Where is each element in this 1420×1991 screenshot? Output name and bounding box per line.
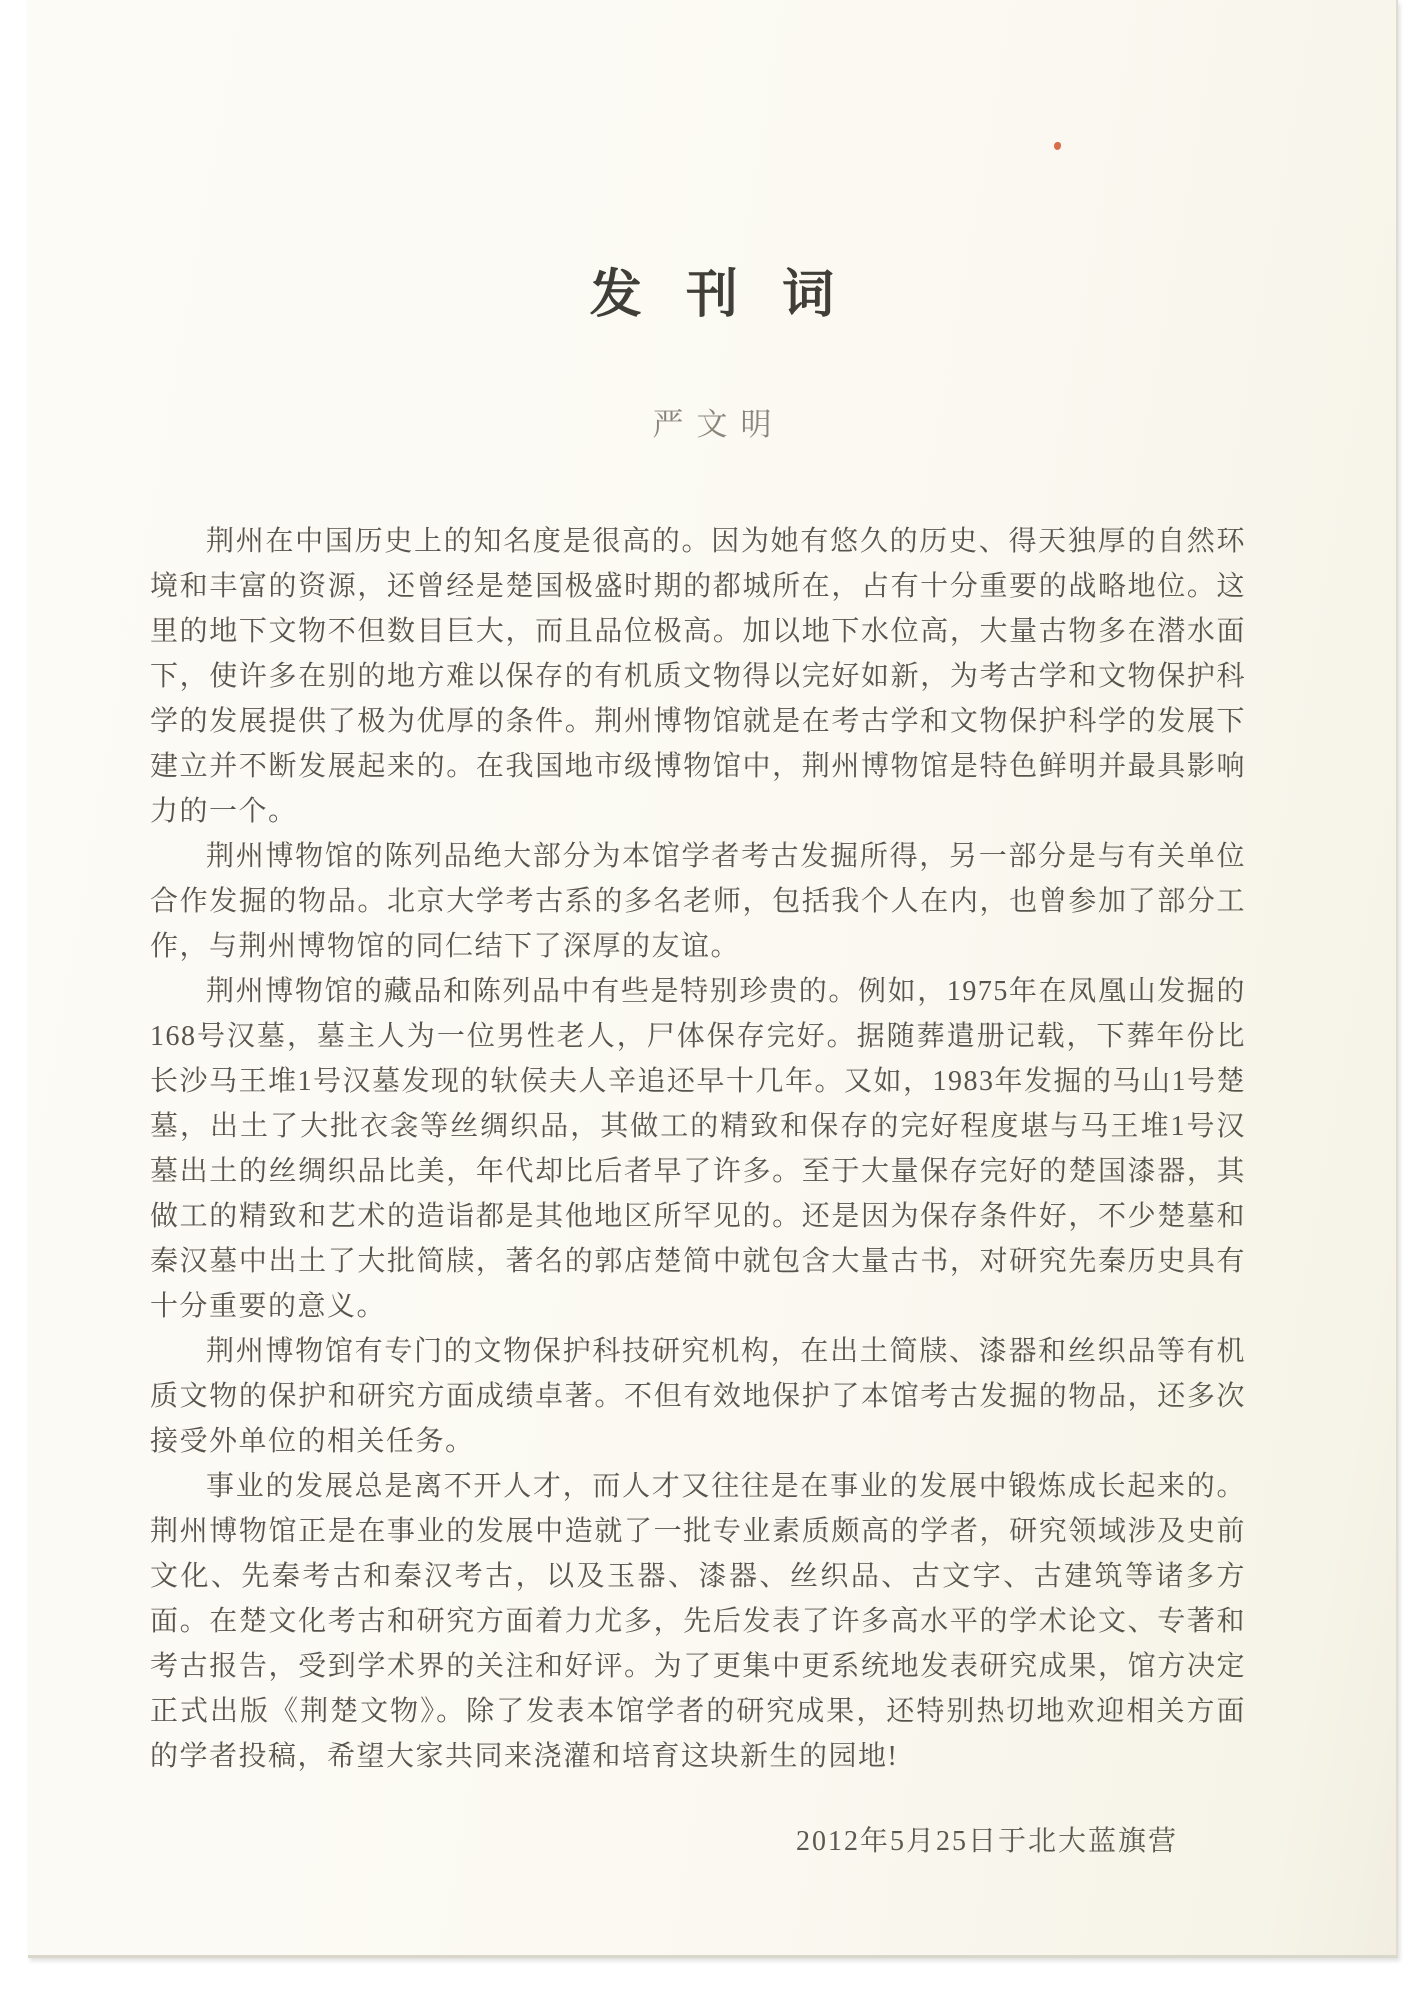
body-paragraph-1: 荆州在中国历史上的知名度是很高的。因为她有悠久的历史、得天独厚的自然环境和丰富的资源，还曾经是楚国极盛时期的都城所在，占有十分重要的战略地位。这里的地下文物不但数目巨大，而且品位极高。加以地下水位高，大量古物多在潜水面下，使许多在别的地方难以保存的有机质文物得以完好如新，为考古学和文物保护科学的发展提供了极为优厚的条件。荆州博物馆就是在考古学和文物保护科学的发展下建立并不断发展起来的。在我国地市级博物馆中，荆州博物馆是特色鲜明并最具影响力的一个。 [150,526,1246,827]
body-paragraph-5: 事业的发展总是离不开人才，而人才又往往是在事业的发展中锻炼成长起来的。荆州博物馆正是在事业的发展中造就了一批专业素质颇高的学者，研究领域涉及史前文化、先秦考古和秦汉考古，以及玉器、漆器、丝织品、古文字、古建筑等诸多方面。在楚文化考古和研究方面着力尤多，先后发表了许多高水平的学术论文、专著和考古报告，受到学术界的关注和好评。为了更集中更系统地发表研究成果，馆方决定正式出版《荆楚文物》。除了发表本馆学者的研究成果，还特别热切地欢迎相关方面的学者投稿，希望大家共同来浇灌和培育这块新生的园地! [150,1471,1246,1772]
body-paragraph-4: 荆州博物馆有专门的文物保护科技研究机构，在出土简牍、漆器和丝织品等有机质文物的保护和研究方面成绩卓著。不但有效地保护了本馆考古发掘的物品，还多次接受外单位的相关任务。 [150,1336,1246,1457]
dateline: 2012年5月25日于北大蓝旗营 [795,1826,1178,1857]
scanned-page [28,0,1398,1958]
author-name: 严文明 [652,407,785,442]
ink-speck [1054,142,1061,150]
foreword-body [150,519,1246,1864]
body-paragraph-3: 荆州博物馆的藏品和陈列品中有些是特别珍贵的。例如，1975年在凤凰山发掘的168号汉墓，墓主人为一位男性老人，尸体保存完好。据随葬遣册记载，下葬年份比长沙马王堆1号汉墓发现的轪侯夫人辛追还早十几年。又如，1983年发掘的马山1号楚墓，出土了大批衣衾等丝绸织品，其做工的精致和保存的完好程度堪与马王堆1号汉墓出土的丝绸织品比美，年代却比后者早了许多。至于大量保存完好的楚国漆器，其做工的精致和艺术的造诣都是其他地区所罕见的。还是因为保存条件好，不少楚墓和秦汉墓中出土了大批简牍，著名的郭店楚简中就包含大量古书，对研究先秦历史具有十分重要的意义。 [150,976,1247,1322]
page-title: 发刊词 [589,267,879,324]
body-paragraph-2: 荆州博物馆的陈列品绝大部分为本馆学者考古发掘所得，另一部分是与有关单位合作发掘的物品。北京大学考古系的多名老师，包括我个人在内，也曾参加了部分工作，与荆州博物馆的同仁结下了深厚的友谊。 [150,841,1246,962]
